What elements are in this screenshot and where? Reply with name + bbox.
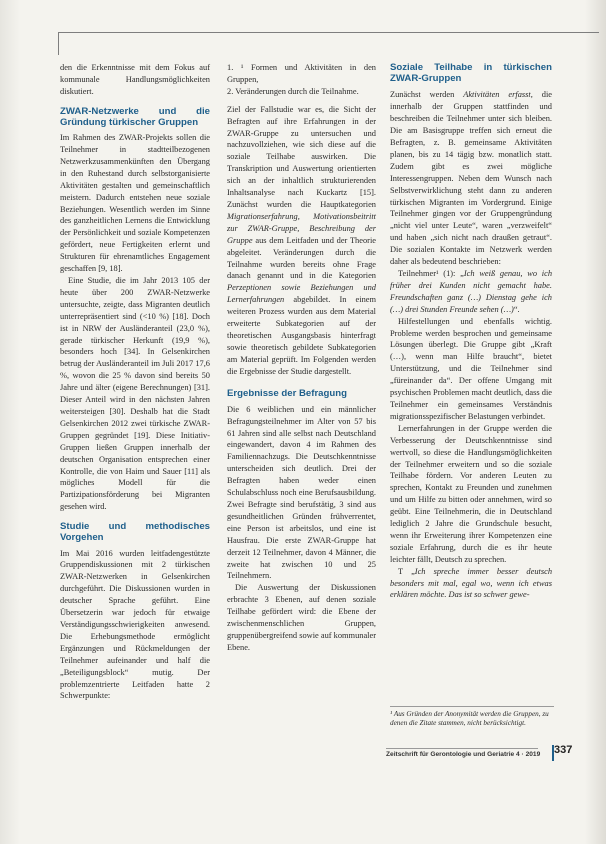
paragraph-ziel-emphasis2: Perzeptionen sowie Beziehungen und Lernerfahrungen [227,283,376,305]
paragraph-lernerfahrungen: Lernerfahrungen in der Gruppe werden die Verbesserung der Deutschkenntnisse sind wertvoll, so diese die Handlungsmöglichkeiten der Teilnehmer erweitern und so die soziale Teilhabe fördern. Vor anderen Leuten zu sprechen, Kontakt zu Freunden und zunehmen und um Hilfe zu bitten oder annehmen, wird so geübt. Eine Teilnehmerin, die in Deutschland lediglich 2 Jahre die Grundschule besucht, wenn ihr Erweiterung ihrer Kompetenzen eine soziale Erfahrung, durch die es ihr heute leichter fällt, Deutsch zu sprechen. [390,423,552,564]
heading-ergebnisse: Ergebnisse der Befragung [227,387,347,399]
paragraph-zwar-1: Im Rahmen des ZWAR-Projekts sollen die Teilnehmer in stadtteilbezogenen Netzwerkzusammenkünften den Übergang in den Ruhestand durch selbstorganisierte Aktivitäten gestalten und gemeinschaftlich meistern. Dadurch entstehen neue soziale Beziehungen. Wesentlich werden im Sinne des ganzheitlichen Lernens die Entwicklung der Persönlichkeit und soziale Kompetenzen gefördert, neue Fertigkeiten erlernt und Strukturen für ehrenamtliches Engagement geschaffen [9, 18]. [60,133,210,274]
paragraph-aktivitaeten-part1: Zunächst werden [390,90,464,100]
heading-studie: Studie und methodisches Vorgehen [60,521,210,544]
paragraph-studie: Im Mai 2016 wurden leitfadengestützte Gruppendiskussionen mit 2 türkischen ZWAR-Netzwerken in Gelsenkirchen durchgeführt. Die Diskussionen wurden in deutscher Sprache geführt. Eine Übersetzerin war jedoch für etwaige Verständigungsschwierigkeiten anwesend. Die Erhebungsmethode ermöglicht Ergänzungen und Rückmeldungen der Teilnehmer aufeinander und half die „Beteiligungsblock“ mutig. Der problemzentrierte Leitfaden hatte 2 Schwerpunkte: [60,548,210,701]
paragraph-aktivitaeten [390,89,552,268]
quote-teilnehmer-2 [390,566,552,602]
quote-2-speaker: T „ [398,566,415,576]
column-right [390,62,552,601]
top-frame-rule [58,32,599,55]
heading-zwar-netzwerke: ZWAR-Netzwerke und die Gründung türkischer Gruppen [60,105,210,128]
paragraph-zwar-2: Eine Studie, die im Jahr 2013 105 der heute über 200 ZWAR-Netzwerke untersuchte, zeigte, dass Migranten deutlich unterrepräsentiert sind (<10 %) [18]. Doch ist in NRW der Ausländeranteil (23,0 %), gerade türkischer Herkunft (19,9 %), besonders hoch [34]. In Gelsenkirchen betrug der Ausländeranteil im Juli 2017 17,6 %, wovon die 25 % davon sind bereits 50 Jahre und älter (eigene Berechnungen) [31]. Dieser Anteil wird in den nächsten Jahren weitersteigen [30]. Deshalb hat die Stadt Gelsenkirchen 2012 zwei türkische ZWAR-Gruppen gegründet [19]. Diese Initiativ-Gruppen ließen Gruppen innerhalb der deutschen Organisation entsprechen einer Kontrolle, die von Haim und Sauer [11] als mögliches Modell für die Partizipationsförderung bei Migranten gesehen wird. [60,276,210,512]
quote-1-text: Ich weiß genau, wo ich früher drei Kunden nicht gemacht habe. Freundschaften ganz (…) Dienstag gehe ich (…) drei Stunden Freunde sehen (…) [390,269,553,314]
quote-1-end: “. [513,304,520,314]
paragraph-hilfe: Hilfestellungen und ebenfalls wichtig. Probleme werden besprochen und gemeinsame Lösungen überlegt. Die Gruppe gibt „Kraft (…), wenn man Hilfe braucht“, bietet Unterstützung, und die Teilnehmer sind „füreinander da“. Der offene Umgang mit psychischen Problemen macht deutlich, dass die Teilnehmer ein gemeinsames Verständnis migrationsspezifischer Belastungen verbindet. [390,316,552,421]
paragraph-ziel [227,104,376,378]
paragraph-ziel-part2: aus dem Leitfaden und der Theorie abgeleitet. Veränderungen durch die Teilnahme wurden bereits ohne Frage danach genannt und in die Kategorien [227,235,376,281]
paragraph-aktivitaeten-part2: , die innerhalb der Gruppen stattfinden und beschreiben die Teilnehmer unter sich bleiben. Die am Basisgruppe treffen sich erneut die Befragten, z. B. gemeinsame Aktivitäten planen, bis zu 14 tägig bzw. monatlich statt. Zudem gibt es zwei mögliche Interessengruppen. Neben dem Wunsch nach Selbstverwirklichung steht dann zu anderen türkischen Migranten im Vordergrund. Einige Teilnehmer gingen vor der Gruppengründung „nicht viel unter Leute“, waren „verzweifelt“ und haben „sich nicht nach draußen getraut“. Die sozialen Kontakte im Netzwerk werden daher als bedeutend beschrieben: [390,90,552,267]
quote-1-speaker: Teilnehmer¹ (1): „ [398,269,464,278]
paragraph-teilnehmer: Die 6 weiblichen und ein männlicher Befragungsteilnehmer im Alter von 57 bis 61 Jahren sind alle selbst nach Deutschland eingewandert, davon 4 im Rahmen des Familiennachzugs. Die Deutschkenntnisse unterscheiden sich deutlich. Drei der Befragten haben weder einen Schulabschluss noch eine Berufsausbildung. Zwei Befragte sind berufstätig, 3 sind aus gesundheitlichen Gründen frühverrentet, eine Person ist arbeitslos, und eine ist Hausfrau. Die erste ZWAR-Gruppe hat derzeit 12 Teilnehmer, davon 4 Männer, die zweite hat zwischen 10 und 25 Teilnehmern. [227,404,376,581]
intro-paragraph: den die Erkenntnisse mit dem Fokus auf kommunale Handlungsmöglichkeiten diskutiert. [60,63,210,96]
footnote: ¹ Aus Gründen der Anonymität werden die Gruppen, zu denen die Zitate stammen, nicht berücksichtigt. [390,706,554,729]
paragraph-aktivitaeten-emphasis: Aktivitäten erfasst [463,90,531,100]
column-left [60,62,210,702]
heading-soziale-teilhabe: Soziale Teilhabe in türkischen ZWAR-Gruppen [390,62,552,85]
quote-teilnehmer-1 [390,268,552,316]
paragraph-ziel-part1: Ziel der Fallstudie war es, die Sicht der Befragten auf ihre Erfahrungen in der ZWAR-Gruppe zu untersuchen und nachzuvollziehen, wie sich diese auf die soziale Teilhabe auswirken. Die Transkription und Auswertung orientierten sich an der inhaltlich strukturierenden Inhaltsanalyse nach Kuckartz [15]. Zunächst wurden die Hauptkategorien [227,104,376,209]
quote-2-text: Ich spreche immer besser deutsch besonders mit mal, egal wo, wenn ich etwas erklären möchte. Das ist so schwer gewe- [390,566,553,600]
list-item: 2. Veränderungen durch die Teilnahme. [227,86,359,96]
paragraph-auswertung: Die Auswertung der Diskussionen erbrachte 3 Ebenen, auf denen soziale Teilhabe gefördert wird: die Ebene der zwischenmenschlichen Gruppen, gruppenübergreifend sowie auf kommunaler Ebene. [227,583,376,652]
page-number: 337 [554,744,573,756]
list-item: 1. ¹ Formen und Aktivitäten in den Gruppen, [227,63,376,84]
paragraph-ziel-part3: abgebildet. In einem weiteren Prozess wurden aus dem Material erweiterte Subkategorien auf der theoretischen Ausgangsbasis hinterfragt sowie theoretisch gebildete Subkategorien am Material geprüft. Im Folgenden werden die Ergebnisse der Studie dargestellt. [227,295,376,376]
column-middle [227,62,376,654]
footer-rule [386,748,538,749]
paragraph-ziel-emphasis1: Migrationserfahrung, Motivationsbeitritt zur ZWAR-Gruppe, Beschreibung der Gruppe [227,211,376,245]
footer-journal-title: Zeitschrift für Gerontologie und Geriatrie 4 · 2019 [386,751,541,758]
